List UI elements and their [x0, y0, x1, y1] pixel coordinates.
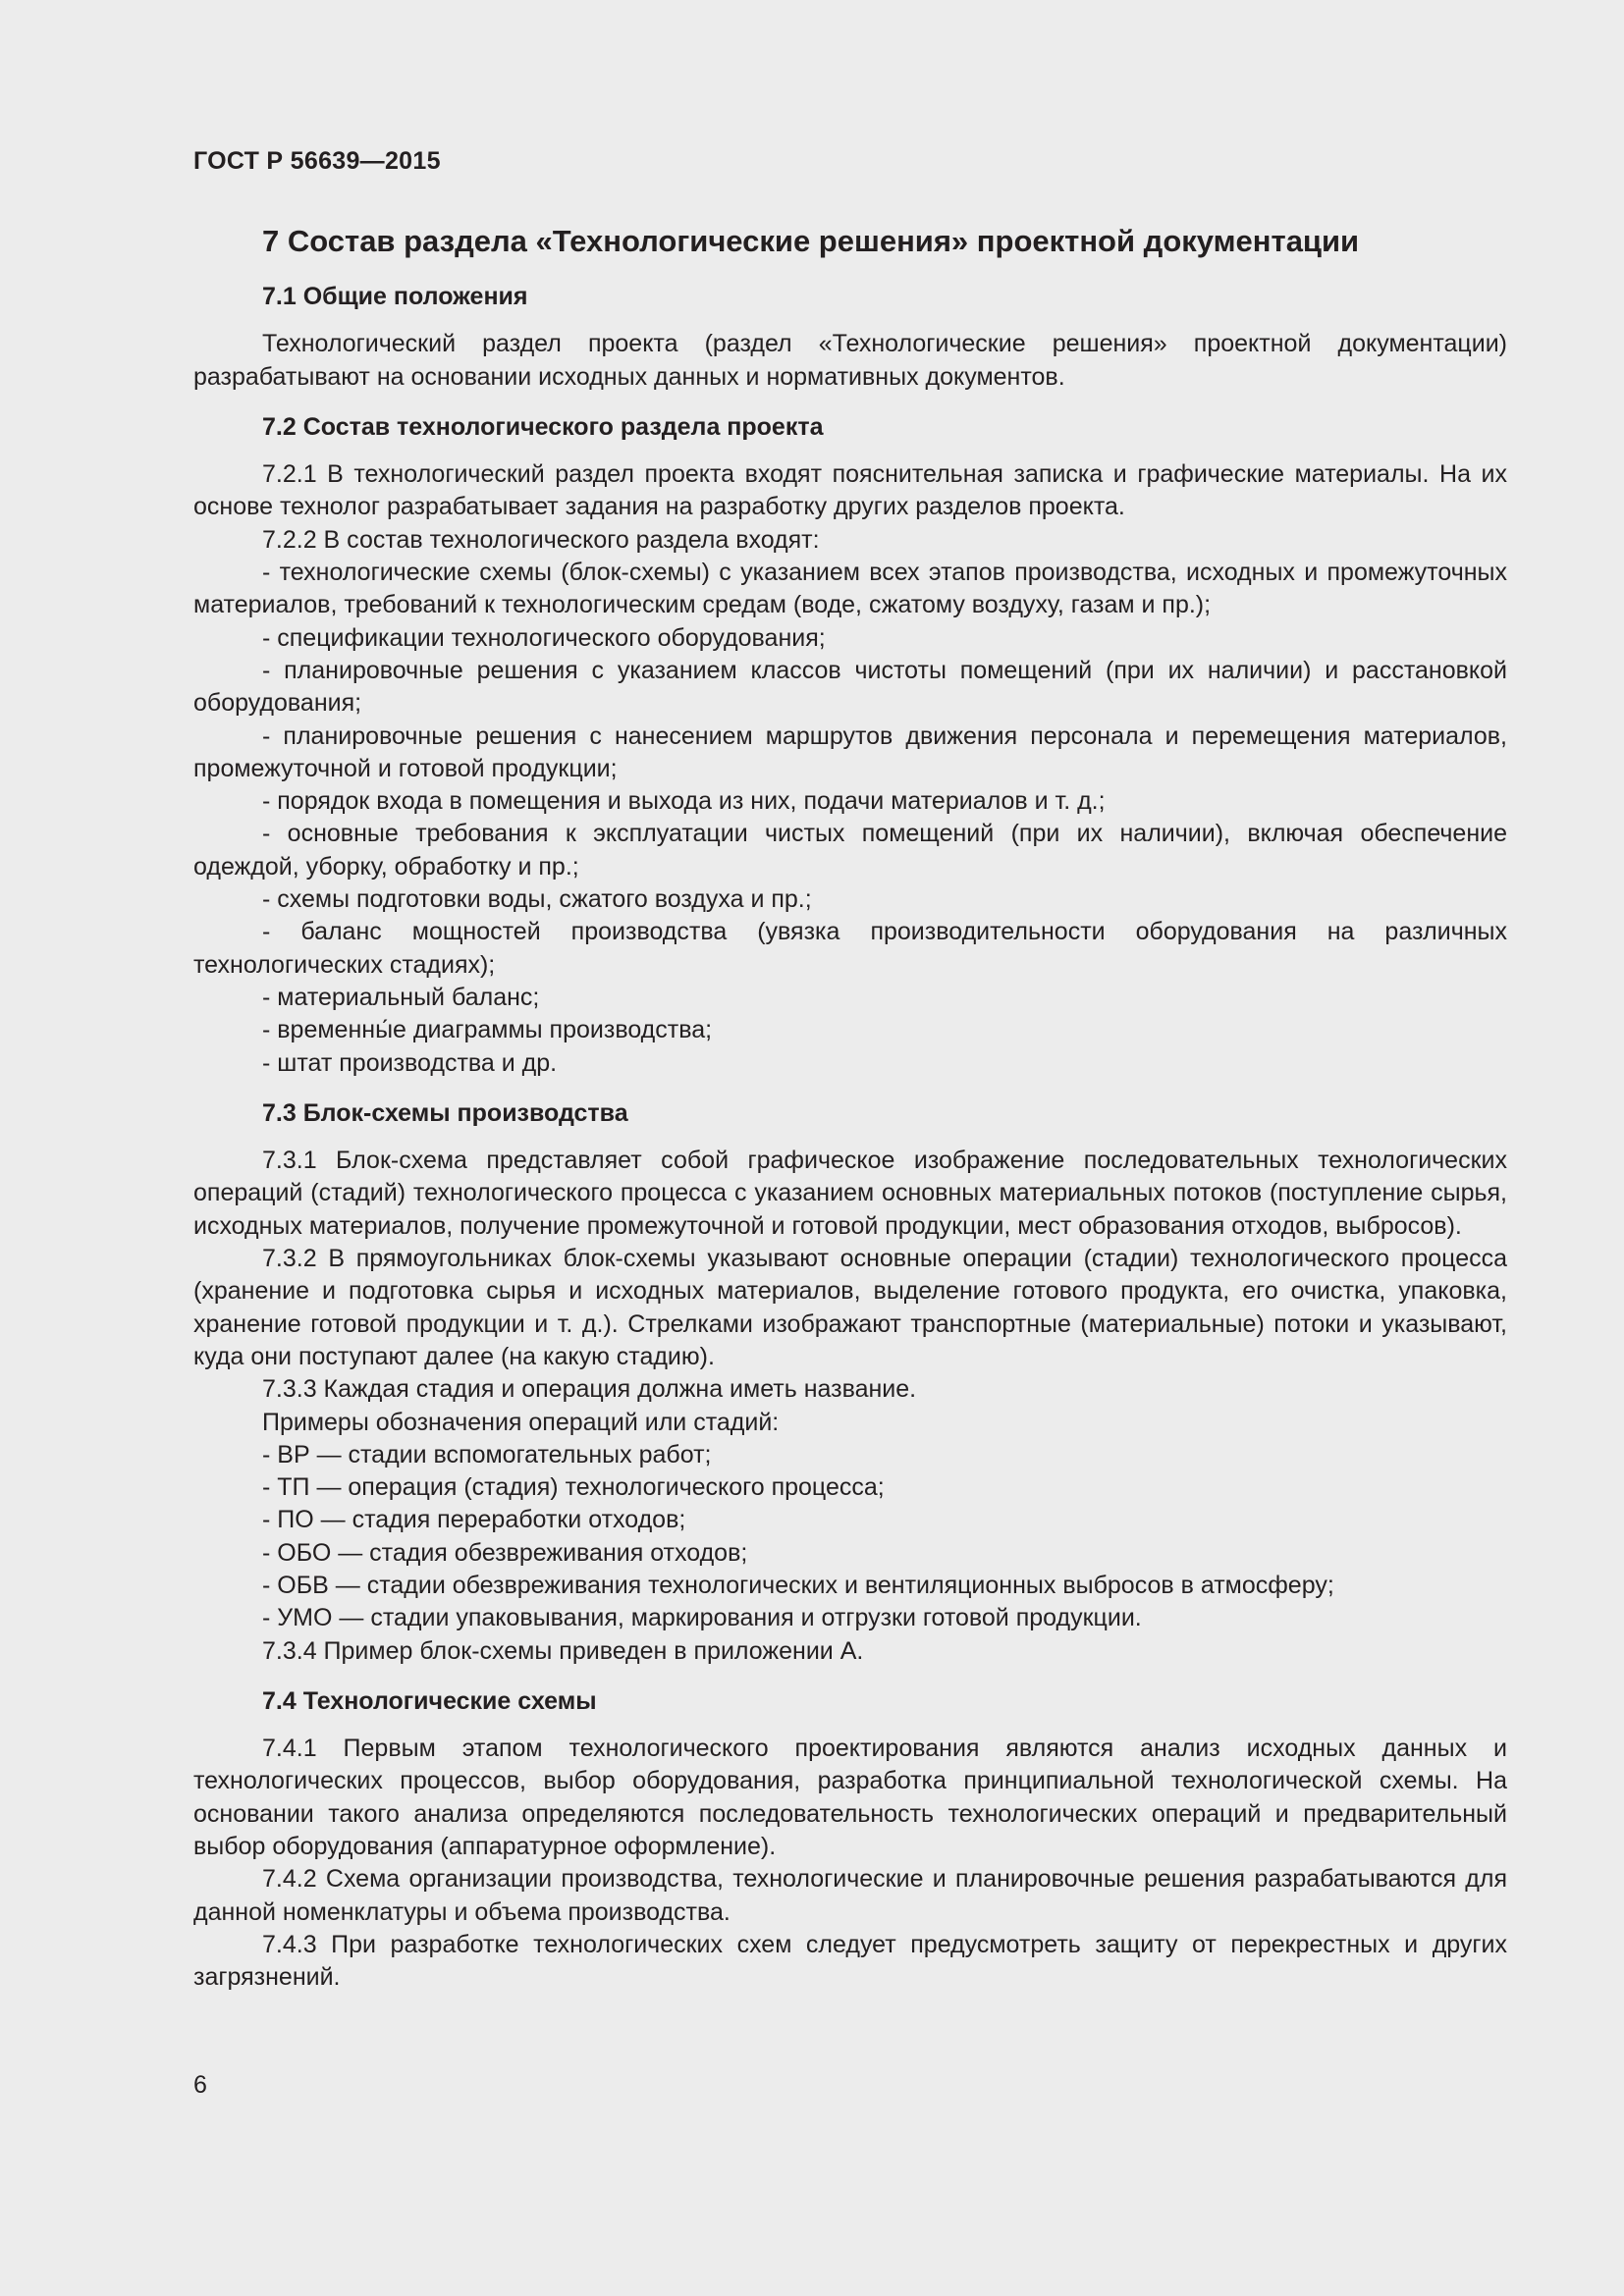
list-item: - планировочные решения с нанесением маршрутов движения персонала и перемещения материалов, промежуточной и готовой продукции;	[193, 721, 1507, 782]
list-item: - порядок входа в помещения и выхода из них, подачи материалов и т. д.;	[262, 787, 1106, 816]
subsection-heading-7-3: 7.3 Блок-схемы производства	[262, 1098, 628, 1127]
list-item: - штат производства и др.	[262, 1048, 558, 1077]
list-item: - ВР — стадии вспомогательных работ;	[262, 1440, 712, 1468]
list-item: - планировочные решения с указанием классов чистоты помещений (при их наличии) и расстановкой оборудования;	[193, 656, 1507, 718]
list-item: - ПО — стадия переработки отходов;	[262, 1506, 686, 1534]
paragraph-7-4-1: 7.4.1 Первым этапом технологического проектирования являются анализ исходных данных и технологических процессов, выбор оборудования, разработка принципиальной технологической схемы. На основании такого анализа определяются последовательность технологических операций и предварительный выбор оборудования (аппаратурное оформление).	[193, 1735, 1507, 1861]
list-item: - технологические схемы (блок-схемы) с указанием всех этапов производства, исходных и промежуточных материалов, требований к технологическим средам (воде, сжатому воздуху, газам и пр.);	[193, 559, 1507, 619]
list-item: - УМО — стадии упаковывания, маркирования и отгрузки готовой продукции.	[262, 1604, 1142, 1632]
paragraph-7-3-1: 7.3.1 Блок-схема представляет собой графическое изображение последовательных технологических операций (стадий) технологического процесса с указанием основных материальных потоков (поступление сырья, исходных материалов, получение промежуточной и готовой продукции, мест образования отходов, выбросов).	[193, 1147, 1507, 1240]
paragraph-7-4-3: 7.4.3 При разработке технологических схем следует предусмотреть защиту от перекрестных и других загрязнений.	[193, 1930, 1507, 1992]
list-item: - основные требования к эксплуатации чистых помещений (при их наличии), включая обеспечение одеждой, уборку, обработку и пр.;	[193, 820, 1507, 881]
paragraph-7-2-1: 7.2.1 В технологический раздел проекта входят пояснительная записка и графические материалы. На их основе технолог разрабатывает задания на разработку других разделов проекта.	[193, 460, 1507, 521]
list-item: - временны́е диаграммы производства;	[262, 1016, 713, 1044]
paragraph-examples-intro: Примеры обозначения операций или стадий:	[262, 1408, 780, 1436]
list-item: - ТП — операция (стадия) технологического процесса;	[262, 1473, 885, 1502]
list-item: - материальный баланс;	[262, 983, 540, 1011]
paragraph-7-3-2: 7.3.2 В прямоугольниках блок-схемы указывают основные операции (стадии) технологического процесса (хранение и подготовка сырья и исходных материалов, выделение готового продукта, его очистка, упаковка, хранение готовой продукции и т. д.). Стрелками изображают транспортные (материальные) потоки и указывают, куда они поступают далее (на какую стадию).	[193, 1245, 1507, 1370]
document-code-header: ГОСТ Р 56639—2015	[193, 147, 441, 175]
paragraph-7-4-2: 7.4.2 Схема организации производства, технологические и планировочные решения разрабатываются для данной номенклатуры и объема производства.	[193, 1865, 1507, 1926]
subsection-heading-7-1: 7.1 Общие положения	[262, 283, 528, 310]
paragraph-7-3-3: 7.3.3 Каждая стадия и операция должна иметь название.	[262, 1375, 917, 1404]
paragraph-7-2-2: 7.2.2 В состав технологического раздела входят:	[262, 525, 820, 554]
subsection-heading-7-2: 7.2 Состав технологического раздела проекта	[262, 412, 824, 441]
list-item: - ОБО — стадия обезвреживания отходов;	[262, 1538, 748, 1567]
paragraph-7-3-4: 7.3.4 Пример блок-схемы приведен в приложении А.	[262, 1636, 864, 1665]
list-item: - схемы подготовки воды, сжатого воздуха и пр.;	[262, 885, 812, 914]
page-number: 6	[193, 2071, 207, 2099]
section-title: 7 Состав раздела «Технологические решения» проектной документации	[262, 224, 1360, 258]
list-item: - баланс мощностей производства (увязка производительности оборудования на различных технологических стадиях);	[193, 918, 1507, 979]
list-item: - ОБВ — стадии обезвреживания технологических и вентиляционных выбросов в атмосферу;	[262, 1571, 1334, 1599]
list-item: - спецификации технологического оборудования;	[262, 623, 826, 652]
subsection-heading-7-4: 7.4 Технологические схемы	[262, 1686, 597, 1715]
paragraph-7-1: Технологический раздел проекта (раздел «Технологические решения» проектной документации) разрабатывают на основании исходных данных и нормативных документов.	[193, 330, 1507, 391]
page-content	[193, 222, 1507, 1995]
